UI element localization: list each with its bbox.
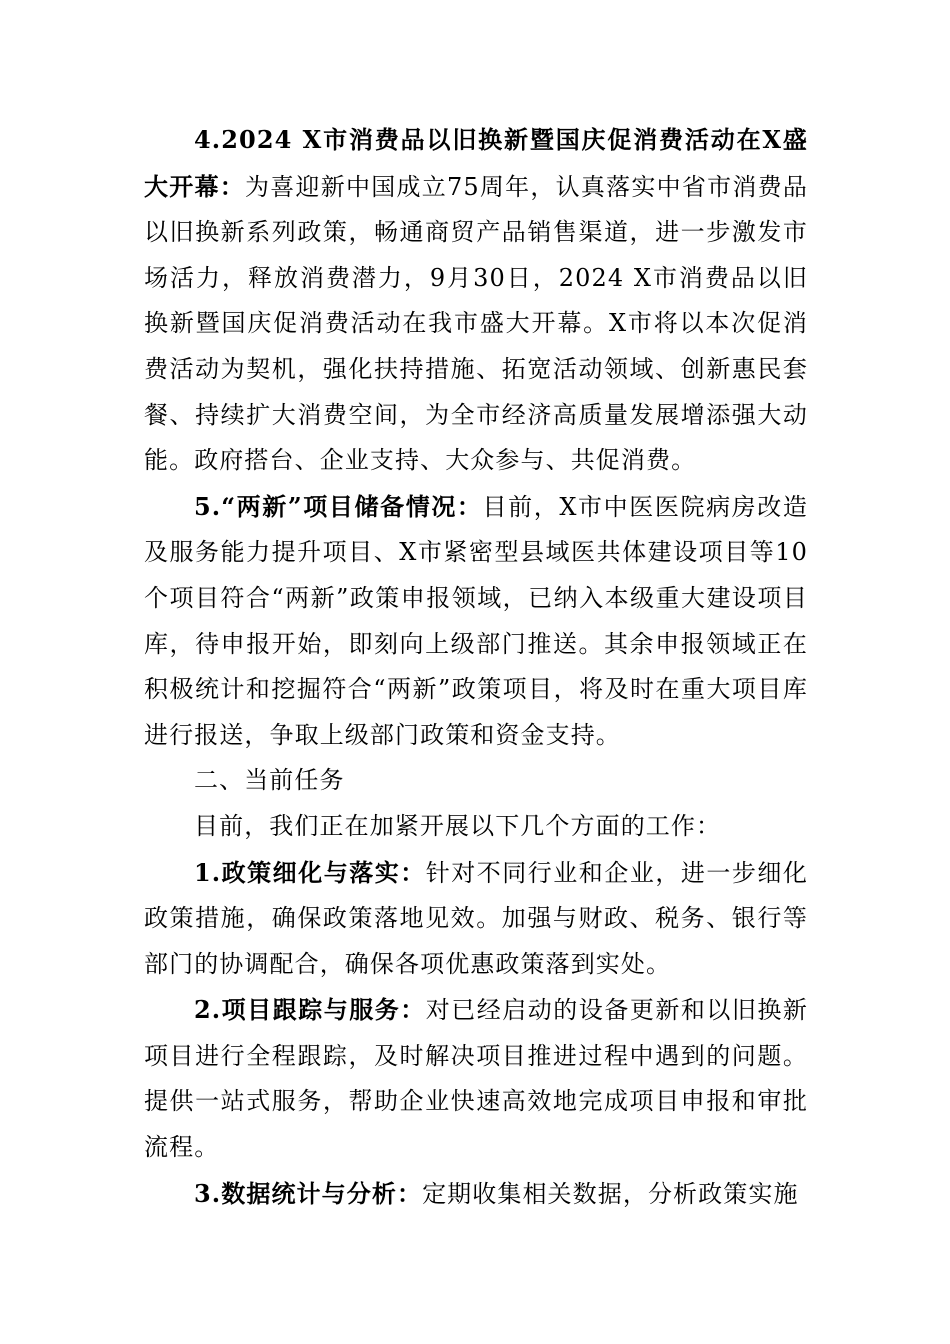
paragraph-body: 目前，X市中医医院病房改造及服务能力提升项目、X市紧密型县域医共体建设项目等10个项目符合“两新”政策申报领域，已纳入本级重大建设项目库，待申报开始，即刻向上级部门推送。其余申报领域正在积极统计和挖掘符合“两新”政策项目，将及时在重大项目库进行报送，争取上级部门政策和资金支持。 <box>144 492 808 749</box>
paragraph-lead: 4.2024 X市消费品以旧换新暨国庆促消费活动在X盛大开幕： <box>144 125 808 201</box>
task-lead: 3.数据统计与分析： <box>194 1178 423 1208</box>
task-lead: 2.项目跟踪与服务： <box>194 995 426 1025</box>
paragraph-consumer-trade-in-event <box>144 117 808 484</box>
paragraph-lead: 5.“两新”项目储备情况： <box>194 491 483 521</box>
paragraph-two-new-projects <box>144 484 808 759</box>
task-policy-refinement <box>144 850 808 988</box>
section-intro: 目前，我们正在加紧开展以下几个方面的工作： <box>194 811 722 840</box>
task-lead: 1.政策细化与落实： <box>194 857 426 887</box>
task-body: 对已经启动的设备更新和以旧换新项目进行全程跟踪，及时解决项目推进过程中遇到的问题。提供一站式服务，帮助企业快速高效地完成项目申报和审批流程。 <box>144 996 808 1162</box>
task-body: 针对不同行业和企业，进一步细化政策措施，确保政策落地见效。加强与财政、税务、银行等部门的协调配合，确保各项优惠政策落到实处。 <box>144 858 808 978</box>
section-heading: 二、当前任务 <box>194 766 345 795</box>
task-data-analysis <box>144 1171 808 1218</box>
document-page <box>144 117 808 1217</box>
task-body: 定期收集相关数据，分析政策实施 <box>422 1179 799 1208</box>
task-project-tracking <box>144 987 808 1170</box>
paragraph-body: 为喜迎新中国成立75周年，认真落实中省市消费品以旧换新系列政策，畅通商贸产品销售渠道，进一步激发市场活力，释放消费潜力，9月30日，2024 X市消费品以旧换新暨国庆促消费活动在我市盛大开幕。X市将以本次促消费活动为契机，强化扶持措施、拓宽活动领域、创新惠民套餐、持续扩大消费空间，为全市经济高质量发展增添强大动能。政府搭台、企业支持、大众参与、共促消费。 <box>144 172 808 475</box>
